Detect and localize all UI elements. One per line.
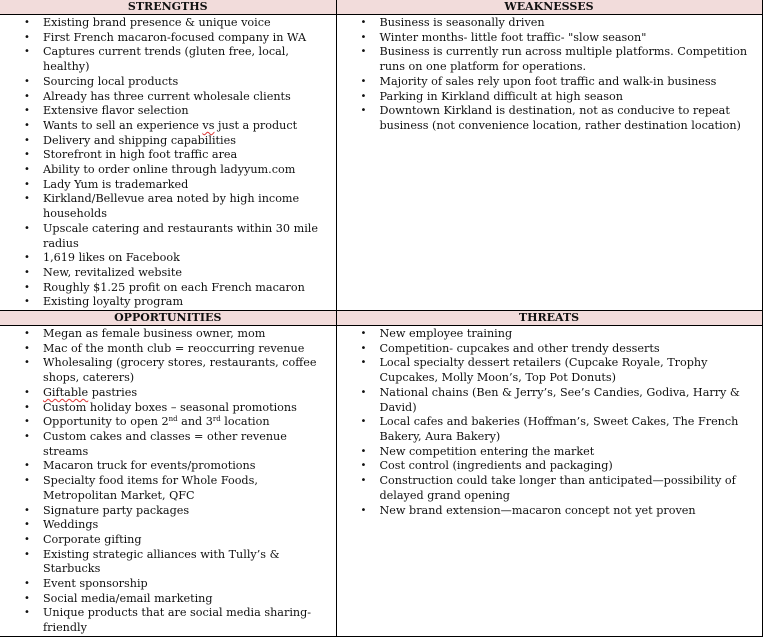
threats-item: • Local cafes and bakeries (Hoffman’s, Sweet Cakes, The French Bakery, Aura Bakery) <box>337 415 762 444</box>
strengths-item <box>0 119 336 134</box>
strengths-item: • Sourcing local products <box>0 75 336 90</box>
spellcheck-flagged-word: Giftable <box>43 385 89 399</box>
threats-item: • Cost control (ingredients and packaging) <box>337 459 762 474</box>
opportunities-item: • Megan as female business owner, mom <box>0 327 336 342</box>
ordinal-suffix: nd <box>168 415 178 424</box>
header-row-bottom <box>0 311 762 326</box>
threats-list <box>337 327 762 518</box>
weaknesses-item: • Business is seasonally driven <box>337 16 762 31</box>
strengths-header: STRENGTHS <box>0 0 336 15</box>
strengths-item: • Ability to order online through ladyyum.com <box>0 163 336 178</box>
text-run: just a product <box>214 118 298 132</box>
opportunities-item: • Event sponsorship <box>0 577 336 592</box>
strengths-item: • Already has three current wholesale clients <box>0 90 336 105</box>
opportunities-item: • Corporate gifting <box>0 533 336 548</box>
strengths-item: • Lady Yum is trademarked <box>0 178 336 193</box>
text-run: pastries <box>88 385 138 399</box>
opportunities-item: • Social media/email marketing <box>0 592 336 607</box>
opportunities-item: • Weddings <box>0 518 336 533</box>
threats-item: • Local specialty dessert retailers (Cupcake Royale, Trophy Cupcakes, Molly Moon’s, Top Pot Donuts) <box>337 356 762 385</box>
weaknesses-list <box>337 16 762 134</box>
threats-header: THREATS <box>336 311 762 326</box>
strengths-item: • Upscale catering and restaurants within 30 mile radius <box>0 222 336 251</box>
threats-item: • New competition entering the market <box>337 445 762 460</box>
opportunities-item: • Macaron truck for events/promotions <box>0 459 336 474</box>
threats-cell <box>336 326 762 637</box>
strengths-item: • Delivery and shipping capabilities <box>0 134 336 149</box>
weaknesses-item: • Downtown Kirkland is destination, not as conducive to repeat business (not convenience location, rather destination location) <box>337 104 762 133</box>
threats-item: • Competition- cupcakes and other trendy desserts <box>337 342 762 357</box>
opportunities-item: • Wholesaling (grocery stores, restaurants, coffee shops, caterers) <box>0 356 336 385</box>
strengths-item: • Roughly $1.25 profit on each French macaron <box>0 281 336 296</box>
weaknesses-header: WEAKNESSES <box>336 0 762 15</box>
opportunities-list <box>0 327 336 636</box>
opportunities-item <box>0 386 336 401</box>
threats-item: • New brand extension—macaron concept not yet proven <box>337 504 762 519</box>
opportunities-item: • Unique products that are social media sharing-friendly <box>0 606 336 635</box>
weaknesses-item: • Majority of sales rely upon foot traffic and walk-in business <box>337 75 762 90</box>
weaknesses-item: • Business is currently run across multiple platforms. Competition runs on one platform for operations. <box>337 45 762 74</box>
opportunities-item: • Existing strategic alliances with Tully’s & Starbucks <box>0 548 336 577</box>
ordinal-suffix: rd <box>212 415 221 424</box>
strengths-item: • 1,619 likes on Facebook <box>0 251 336 266</box>
strengths-list <box>0 16 336 310</box>
opportunities-item: • Signature party packages <box>0 504 336 519</box>
opportunities-item: • Custom cakes and classes = other revenue streams <box>0 430 336 459</box>
strengths-item: • Storefront in high foot traffic area <box>0 148 336 163</box>
opportunities-item: • Specialty food items for Whole Foods, Metropolitan Market, QFC <box>0 474 336 503</box>
text-run: location <box>220 415 270 429</box>
strengths-item: • Existing brand presence & unique voice <box>0 16 336 31</box>
strengths-item: • Captures current trends (gluten free, local, healthy) <box>0 45 336 74</box>
text-run: and 3 <box>177 415 213 429</box>
opportunities-header: OPPORTUNITIES <box>0 311 336 326</box>
spellcheck-flagged-word: vs <box>202 118 215 132</box>
text-run: Opportunity to open 2 <box>43 415 169 429</box>
weaknesses-item: • Parking in Kirkland difficult at high season <box>337 90 762 105</box>
content-row-top <box>0 15 762 311</box>
content-row-bottom <box>0 326 762 637</box>
header-row-top <box>0 0 762 15</box>
threats-item: • National chains (Ben & Jerry’s, See’s Candies, Godiva, Harry & David) <box>337 386 762 415</box>
opportunities-cell <box>0 326 336 637</box>
strengths-item: • New, revitalized website <box>0 266 336 281</box>
strengths-item: • Existing loyalty program <box>0 295 336 310</box>
strengths-item: • Extensive flavor selection <box>0 104 336 119</box>
text-run: Wants to sell an experience <box>43 118 203 132</box>
threats-item: • Construction could take longer than anticipated—possibility of delayed grand opening <box>337 474 762 503</box>
opportunities-item: • Mac of the month club = reoccurring revenue <box>0 342 336 357</box>
weaknesses-item: • Winter months- little foot traffic- "slow season" <box>337 31 762 46</box>
strengths-cell <box>0 15 336 311</box>
strengths-item: • First French macaron-focused company in WA <box>0 31 336 46</box>
opportunities-item <box>0 415 336 430</box>
threats-item: • New employee training <box>337 327 762 342</box>
weaknesses-cell <box>336 15 762 311</box>
opportunities-item: • Custom holiday boxes – seasonal promotions <box>0 401 336 416</box>
strengths-item: • Kirkland/Bellevue area noted by high income households <box>0 192 336 221</box>
